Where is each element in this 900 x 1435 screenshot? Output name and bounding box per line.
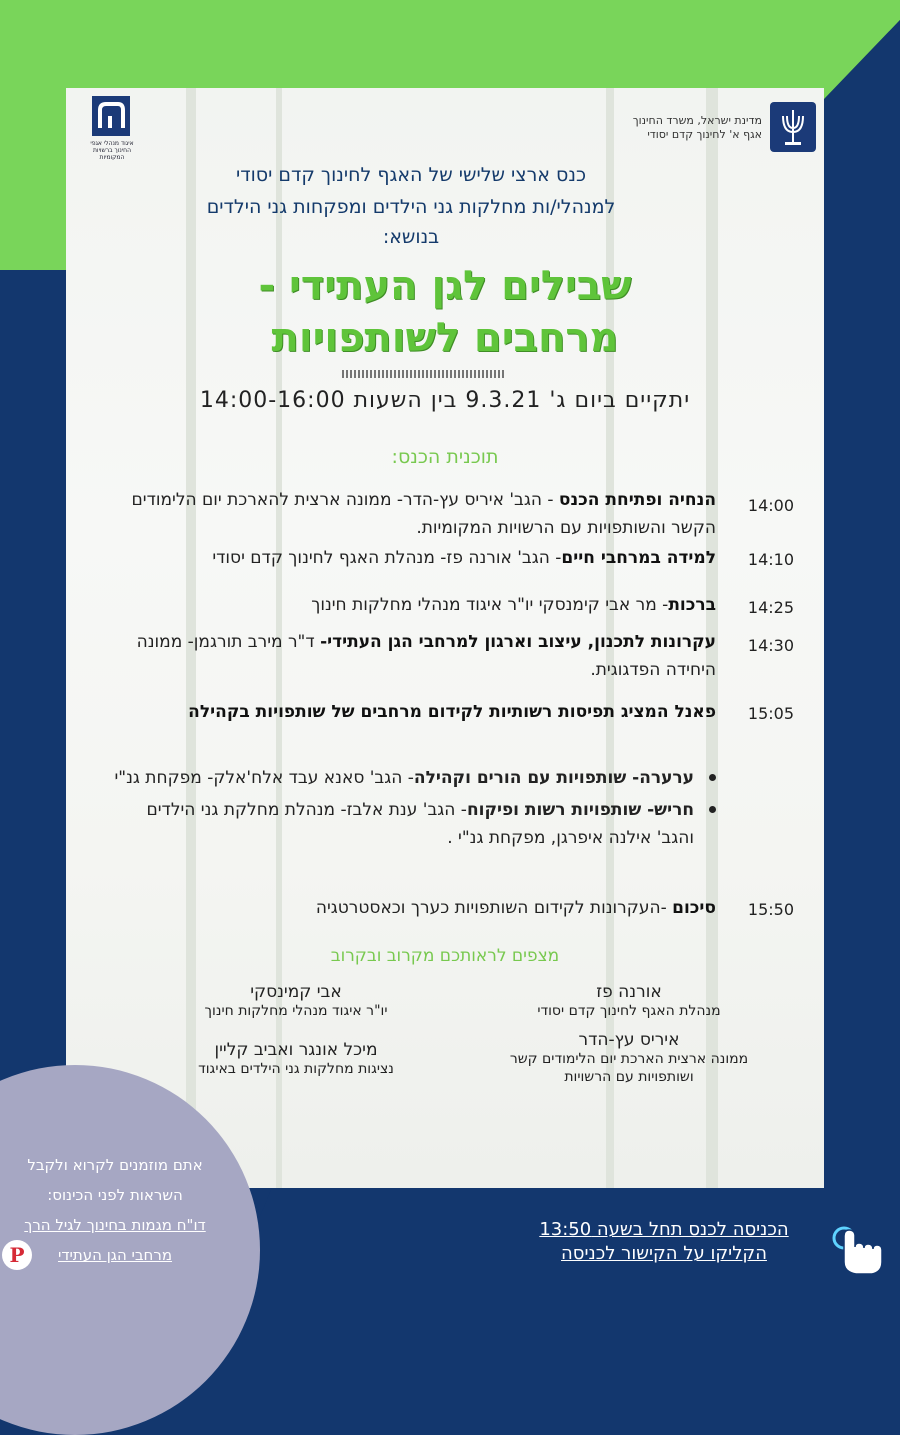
entry-click-here[interactable]: הקליקו על הקישור לכניסה	[561, 1243, 767, 1264]
trends-report-link[interactable]: דו"ח מגמות בחינוך לגיל הרך	[24, 1216, 206, 1234]
ministry-caption	[633, 114, 762, 142]
union-caption: איגוד מנהלי אגפי החינוך ברשויות המקומיות	[90, 140, 134, 161]
pinterest-button[interactable]	[2, 1240, 32, 1270]
main-title-line-2: מרחבים לשותפויות	[271, 315, 619, 361]
schedule-time: 15:05	[747, 704, 794, 723]
schedule-topic: סיכום	[672, 898, 716, 918]
signer-name: אבי קמינסקי	[250, 982, 342, 1002]
list-item	[106, 764, 716, 792]
signature-block	[494, 982, 764, 1020]
schedule-time: 14:30	[747, 636, 794, 655]
union-logo-icon	[92, 96, 130, 136]
schedule-detail: - מר אבי קימנסקי יו"ר איגוד מנהלי מחלקות חינוך	[311, 595, 669, 615]
signer-role: מנהלת האגף לחינוך קדם יסודי	[537, 1003, 721, 1019]
main-title-line-1: שבילים לגן העתידי -	[258, 263, 632, 309]
pinterest-icon: P	[9, 1243, 25, 1267]
intro-line-3: בנושא:	[382, 226, 440, 248]
reading-line: אתם מוזמנים לקרוא ולקבל	[27, 1156, 203, 1174]
signer-role: ממונה ארצית הארכת יום הלימודים קשר ושותפויות עם הרשויות	[509, 1051, 749, 1085]
state-emblem-icon	[770, 102, 816, 152]
reading-invite	[0, 1150, 230, 1270]
signer-name: מיכל אונגר ואביב קליין	[214, 1040, 378, 1060]
schedule-detail: - הגב' איריס עץ-הדר- ממונה ארצית להארכת יום הלימודים הקשר והשותפויות עם הרשויות המקומיות.	[131, 490, 716, 538]
panel-topic: חריש- שותפויות רשות ופיקוח	[466, 800, 694, 820]
pointing-hand-icon[interactable]	[820, 1218, 890, 1278]
entry-link[interactable]	[504, 1218, 824, 1266]
panel-detail: - הגב' ענת אלבז- מנהלת מחלקת גני הילדים והגב' אילנה איפרגן, מפקחת גנ"י .	[146, 800, 694, 848]
schedule-detail: -העקרונות לקידום השותפויות כערך וכאסטרטגיה	[315, 898, 673, 918]
signer-role: נציגות מחלקות גני הילדים באיגוד	[198, 1061, 394, 1077]
event-date: יתקיים ביום ג' 9.3.21 בין השעות 14:00-16:00	[199, 388, 691, 413]
schedule-detail: - הגב' אורנה פז- מנהלת האגף לחינוך קדם יסודי	[212, 548, 562, 568]
schedule-topic: פאנל המציג תפיסות רשותיות לקידום מרחבים של שותפויות בקהילה	[188, 702, 716, 722]
entry-time[interactable]: הכניסה לכנס תחל בשעה 13:50	[539, 1219, 789, 1240]
future-kindergarten-link[interactable]: מרחבי הגן העתידי	[57, 1246, 173, 1264]
panel-topic: ערערה- שותפויות עם הורים וקהילה	[413, 768, 694, 788]
department-line: אגף א' לחינוך קדם יסודי	[647, 128, 762, 141]
intro-line-2: למנהלי/ות מחלקות גני הילדים ומפקחות גני הילדים	[206, 196, 616, 218]
invitation-card	[66, 88, 824, 1188]
title-divider	[342, 370, 504, 378]
reading-line: השראות לפני הכינוס:	[47, 1186, 183, 1204]
schedule-time: 14:25	[747, 598, 794, 617]
signer-name: איריס עץ-הדר	[578, 1030, 680, 1050]
schedule-time: 14:00	[747, 496, 794, 515]
signature-block	[156, 982, 436, 1020]
schedule-detail: ד"ר מירב תורגמן- ממונה היחידה הפדגוגית.	[136, 632, 716, 680]
program-title: תוכנית הכנס:	[391, 446, 499, 468]
list-item	[106, 796, 716, 852]
signature-block	[156, 1040, 436, 1078]
signature-block	[494, 1030, 764, 1086]
schedule-time: 15:50	[747, 900, 794, 919]
schedule-topic: למידה במרחבי חיים	[561, 548, 716, 568]
intro-line-1: כנס ארצי שלישי של האגף לחינוך קדם יסודי	[235, 164, 587, 186]
signer-name: אורנה פז	[596, 982, 662, 1002]
union-logo	[82, 96, 142, 161]
schedule-topic: ברכות	[668, 595, 716, 615]
schedule-time: 14:10	[747, 550, 794, 569]
panel-list	[106, 764, 716, 856]
ministry-line: מדינת ישראל, משרד החינוך	[632, 114, 762, 127]
schedule-topic: עקרונות לתכנון, עיצוב וארגון למרחבי הגן העתידי-	[320, 632, 716, 652]
panel-detail: - הגב' סאנא עבד אלח'אלק- מפקחת גנ"י	[114, 768, 414, 788]
signer-role: יו"ר איגוד מנהלי מחלקות חינוך	[204, 1003, 388, 1019]
schedule-topic: הנחיה ופתיחת הכנס	[558, 490, 716, 510]
invite-text: מצפים לראותכם מקרוב ובקרוב	[330, 946, 560, 966]
